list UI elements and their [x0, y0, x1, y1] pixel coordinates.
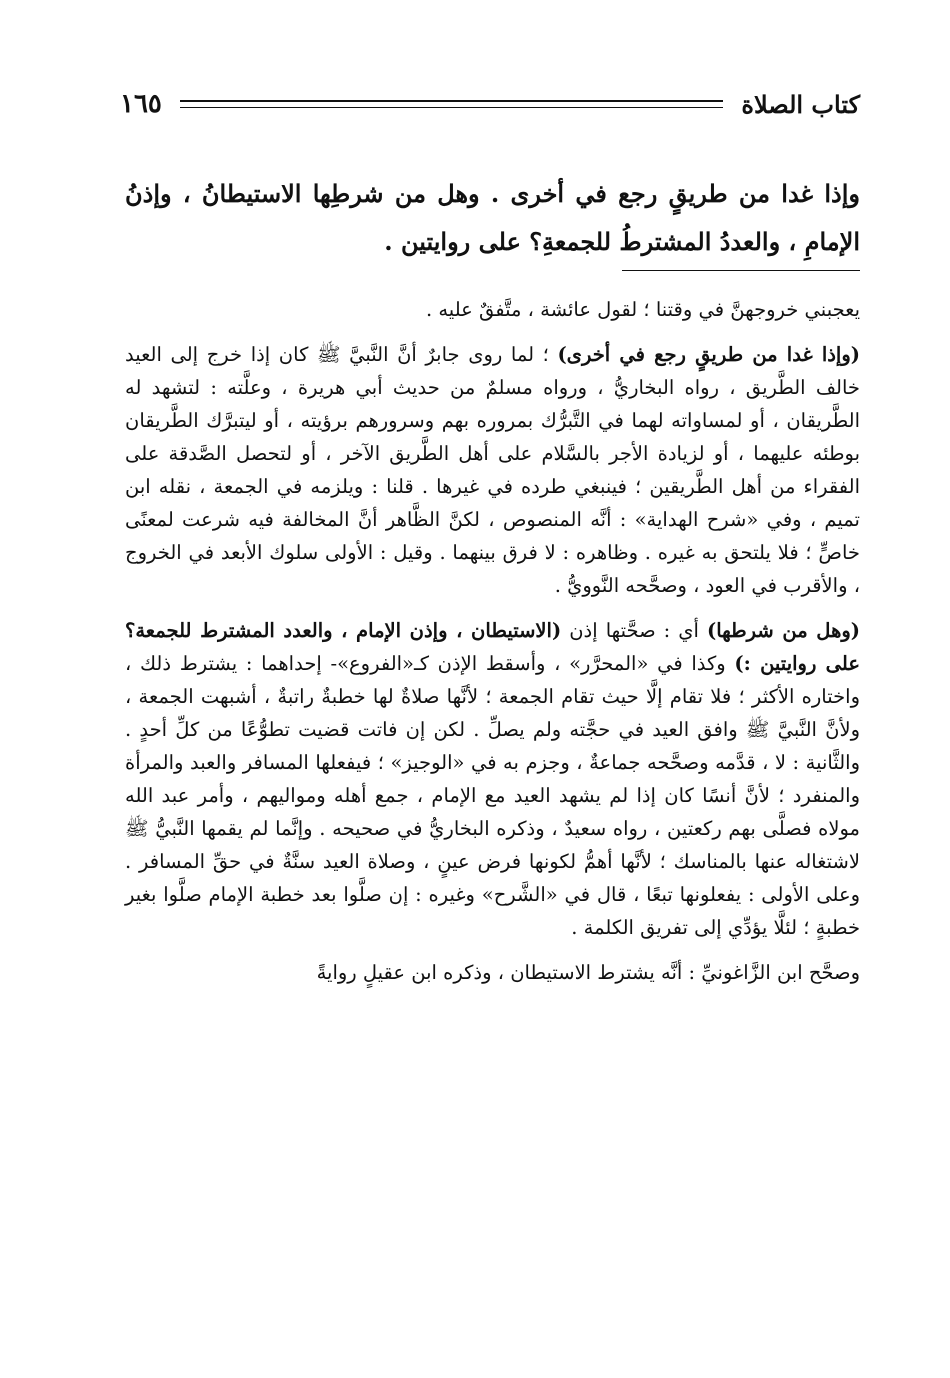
commentary-paragraph-2	[125, 338, 860, 602]
header-rule	[180, 100, 723, 108]
commentary-text: أي : صحَّتها إذن	[561, 619, 707, 642]
main-text-separator	[622, 270, 860, 271]
quoted-lemma: (وإذا غدا من طريقٍ رجع في أخرى)	[557, 343, 860, 366]
quoted-lemma: (الاستيطان ، وإذن الإمام ، والعدد المشترط للجمعة؟ على روايتين :)	[125, 619, 860, 675]
commentary-paragraph-4	[125, 956, 860, 989]
running-title: كتاب الصلاة	[741, 89, 860, 119]
main-text	[125, 170, 860, 266]
commentary-text: وكذا في «المحرَّر» ، وأسقط الإذن كـ«الفروع»- إحداهما : يشترط ذلك ، واختاره الأكثر ؛ فلا تقام إلَّا حيث تقام الجمعة ؛ لأنَّها صلاةٌ لها خطبةٌ راتبةٌ ، أشبهت الجمعة ، ولأنَّ النَّبيَّ ﷺ وافق العيد في حجَّته ولم يصلِّ . لكن إن فاتت قضيت تطوُّعًا من كلِّ أحدٍ . والثَّانية : لا ، قدَّمه وصحَّحه جماعةٌ ، وجزم به في «الوجيز» ؛ فيفعلها المسافر والعبد والمرأة والمنفرد ؛ لأنَّ أنسًا كان إذا لم يشهد العيد مع الإمام ، جمع أهله ومواليهم ، وأمر عبد الله مولاه فصلَّى بهم ركعتين ، رواه سعيدٌ ، وذكره البخاريُّ في صحيحه . وإنَّما لم يقمها النَّبيُّ ﷺ لاشتغاله عنها بالمناسك ؛ لأنَّها أهمُّ لكونها فرض عينٍ ، وصلاة العيد سنَّةٌ في حقِّ المسافر . وعلى الأولى : يفعلونها تبعًا ، قال في «الشَّرح» وغيره : إن صلَّوا بعد خطبة الإمام صلَّوا بغير خطبةٍ ؛ لئلَّا يؤدِّي إلى تفريق الكلمة .	[125, 652, 860, 939]
commentary-text: ؛ لما روى جابرٌ أنَّ النَّبيَّ ﷺ كان إذا خرج إلى العيد خالف الطَّريق ، رواه البخاريُّ ، ورواه مسلمٌ من حديث أبي هريرة ، وعلَّته : لتشهد له الطَّريقان ، أو لمساواته لهما في التَّبرُّك بمروره بهم وسرورهم برؤيته ، أو ليتبرَّك الطَّريقان بوطئه عليهما ، أو لزيادة الأجر بالسَّلام على أهل الطَّريق الآخر ، أو لتحصل الصَّدقة على الفقراء من أهل الطَّريقين ؛ فينبغي طرده في غيرها . قلنا : ويلزمه في الجمعة ، نقله ابن تميم ، وفي «شرح الهداية» : أنَّه المنصوص ، لكنَّ الظَّاهر أنَّ المخالفة فيه شرعت لمعنًى خاصٍّ ؛ فلا يلتحق به غيره . وظاهره : لا فرق بينهما . وقيل : الأولى سلوك الأبعد في الخروج ، والأقرب في العود ، وصحَّحه النَّوويُّ .	[125, 343, 860, 597]
quoted-lemma: (وهل من شرطها)	[707, 619, 861, 642]
running-header	[120, 84, 860, 124]
commentary-text: يعجبني خروجهنَّ في وقتنا ؛ لقول عائشة ، متَّفقٌ عليه .	[425, 298, 860, 321]
commentary-paragraph-3	[125, 614, 860, 944]
page-number: ١٦٥	[120, 89, 162, 119]
commentary-text: وصحَّح ابن الزَّاغونيِّ : أنَّه يشترط الاستيطان ، وذكره ابن عقيلٍ روايةً	[316, 961, 860, 984]
commentary	[125, 293, 860, 1001]
commentary-paragraph-1	[125, 293, 860, 326]
main-text-content: وإذا غدا من طريقٍ رجع في أخرى . وهل من شرطِها الاستيطانُ ، وإذنُ الإمامِ ، والعددُ المشترطُ للجمعةِ؟ على روايتين .	[125, 179, 860, 256]
